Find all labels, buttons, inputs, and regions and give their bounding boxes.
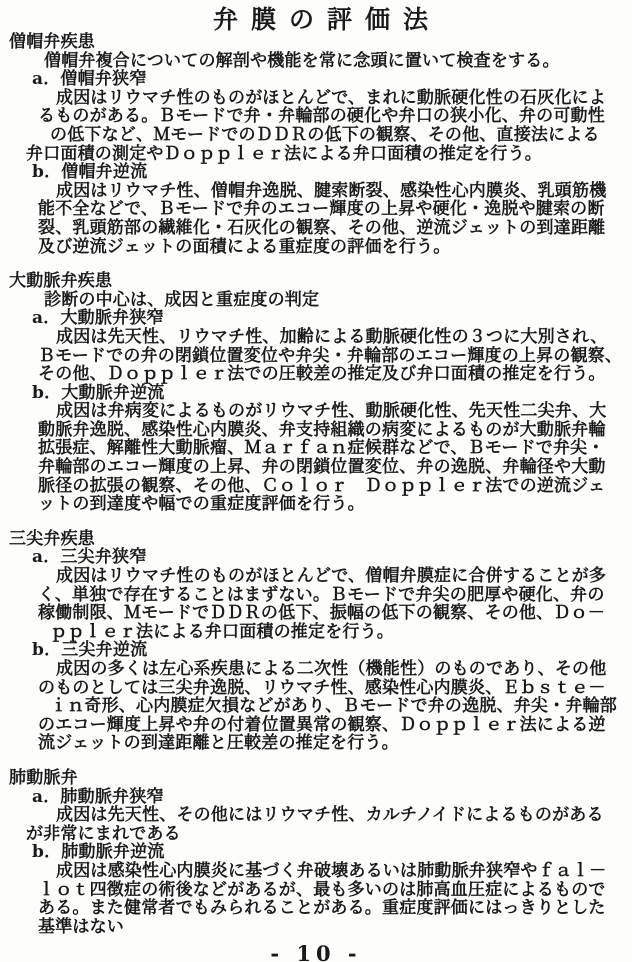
text-line: が非常にまれである bbox=[26, 823, 181, 844]
text-line: ットの到達度や幅での重症度評価を行う。 bbox=[38, 494, 365, 515]
text-line: の低下など、ＭモードでのＤＤＲの低下の観察、その他、直接法による bbox=[50, 124, 600, 145]
text-line: 能不全などで、Ｂモードで弁のエコー輝度の上昇や硬化・逸脱や腱索の断 bbox=[38, 199, 605, 220]
text-line: その他、Ｄｏｐｐｌｅｒ法での圧較差の推定及び弁口面積の推定を行う。 bbox=[38, 364, 606, 385]
text-line: a．大動脈弁狭窄 bbox=[32, 308, 164, 329]
section-pulmonary bbox=[0, 769, 632, 936]
text-line: のエコー輝度上昇や弁の付着位置異常の観察、Ｄｏｐｐｌｅｒ法による逆 bbox=[38, 714, 606, 735]
text-line: 成因は先天性、その他にはリウマチ性、カルチノイドによるものがある bbox=[56, 805, 604, 826]
text-line: 成因はリウマチ性のものがほとんどで、僧帽弁膜症に合併することが多 bbox=[56, 566, 607, 587]
text-line: 基準はない bbox=[38, 916, 124, 937]
text-line: 動脈弁逸脱、感染性心内膜炎、弁支持組織の病変によるものが大動脈弁輪 bbox=[38, 419, 606, 440]
text-line: 成因はリウマチ性、僧帽弁逸脱、腱索断裂、感染性心内膜炎、乳頭筋機 bbox=[56, 180, 607, 201]
section-heading: 僧帽弁疾患 bbox=[9, 32, 95, 52]
text-line: a．三尖弁狭窄 bbox=[32, 547, 147, 568]
text-line: く、単独で存在することはまずない。Ｂモードで弁尖の肥厚や硬化、弁の bbox=[38, 584, 605, 605]
section-mitral bbox=[0, 33, 632, 256]
text-line: 成因は弁病変によるものがリウマチ性、動脈硬化性、先天性二尖弁、大 bbox=[56, 401, 607, 422]
text-line: ｐｐｌｅｒ法による弁口面積の推定を行う。 bbox=[50, 621, 394, 642]
text-line: 拡張症、解離性大動脈瘤、Ｍａｒｆａｎ症候群などで、Ｂモードで弁尖・ bbox=[38, 438, 605, 459]
text-line: b．大動脈弁逆流 bbox=[32, 382, 165, 403]
page-number: - 10 - bbox=[270, 941, 362, 962]
text-line: ｌｏｔ四徴症の術後などがあるが、最も多いのは肺高血圧症によるもので bbox=[38, 879, 606, 900]
text-line: 成因はリウマチ性のものがほとんどで、まれに動脈硬化性の石灰化によ bbox=[56, 87, 607, 108]
text-line: a．肺動脈弁狭窄 bbox=[32, 786, 164, 807]
document-body bbox=[0, 33, 632, 936]
text-line: 診断の中心は、成因と重症度の判定 bbox=[44, 289, 320, 310]
text-line: b．肺動脈弁逆流 bbox=[32, 842, 165, 863]
text-line: 裂、乳頭筋部の繊維化・石灰化の観察、その他、逆流ジェットの到達距離 bbox=[38, 217, 606, 238]
section-aortic bbox=[0, 272, 632, 514]
text-line: 及び逆流ジェットの面積による重症度の評価を行う。 bbox=[38, 236, 451, 257]
section-heading: 三尖弁疾患 bbox=[9, 528, 95, 549]
text-line: 稼働制限、ＭモードでＤＤＲの低下、振幅の低下の観察、その他、Ｄｏ－ bbox=[38, 603, 605, 624]
text-line: 弁輪部のエコー輝度の上昇、弁の閉鎖位置変位、弁の逸脱、弁輪径や大動 bbox=[38, 457, 606, 478]
text-line: るものがある。Ｂモードで弁・弁輪部の硬化や弁口の狭小化、弁の可動性 bbox=[38, 106, 605, 127]
section-heading: 肺動脈弁 bbox=[9, 767, 78, 788]
text-line: のものとしては三尖弁逸脱、リウマチ性、感染性心内膜炎、Ｅｂｓｔｅ－ bbox=[38, 677, 606, 698]
text-line: 流ジェットの到達距離と圧較差の推定を行う。 bbox=[38, 733, 399, 754]
text-line: 弁口面積の測定やＤｏｐｐｌｅｒ法による弁口面積の推定を行う。 bbox=[26, 143, 542, 164]
text-line: b．三尖弁逆流 bbox=[32, 640, 148, 661]
text-line: 脈径の拡張の観察、その他、Ｃｏｌｏｒ Ｄｏｐｐｌｅｒ法での逆流ジェ bbox=[38, 475, 606, 496]
section-tricuspid bbox=[0, 530, 632, 753]
text-line: b．僧帽弁逆流 bbox=[32, 162, 148, 183]
text-line: a．僧帽弁狭窄 bbox=[32, 69, 147, 90]
text-line: ある。また健常者でもみられることがある。重症度評価にはっきりとした bbox=[38, 898, 606, 919]
text-line: ｉｎ奇形、心内膜症欠損などがあり、Ｂモードで弁の逸脱、弁尖・弁輪部 bbox=[50, 696, 617, 717]
text-line: 成因は感染性心内膜炎に基づく弁破壊あるいは肺動脈弁狭窄やｆａｌ－ bbox=[56, 860, 607, 881]
section-heading: 大動脈弁疾患 bbox=[9, 271, 113, 292]
text-line: 成因は先天性、リウマチ性、加齢による動脈硬化性の３つに大別され、 bbox=[56, 326, 608, 347]
text-line: 僧帽弁複合についての解剖や機能を常に念頭に置いて検査をする。 bbox=[44, 50, 560, 71]
text-line: Ｂモードでの弁の閉鎖位置変位や弁尖・弁輪部のエコー輝度の上昇の観察、 bbox=[38, 345, 623, 366]
text-line: 成因の多くは左心系疾患による二次性（機能性）のものであり、その他 bbox=[56, 659, 607, 679]
document-title: 弁膜の評価法 bbox=[212, 5, 441, 34]
